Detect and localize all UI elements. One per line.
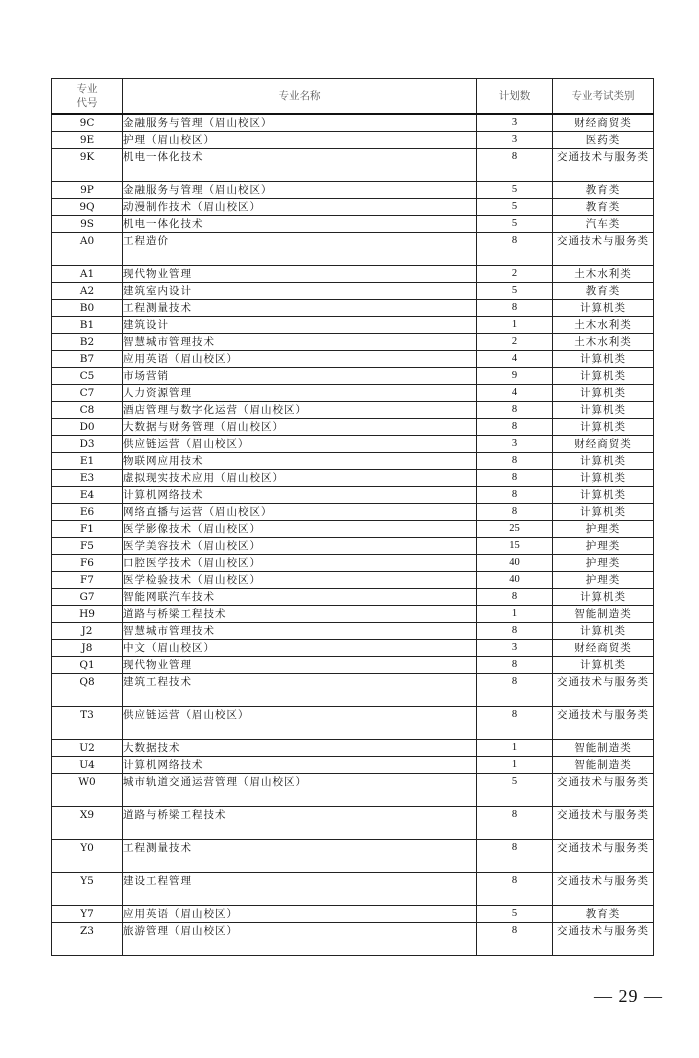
major-name-cell: 应用英语（眉山校区） [123,906,477,923]
plan-count-cell: 8 [477,487,553,504]
major-code-cell: 9S [52,216,123,233]
plan-count-cell: 3 [477,640,553,657]
table-row [52,402,654,419]
major-code-cell: U4 [52,757,123,774]
table-row [52,572,654,589]
major-code-cell: A1 [52,266,123,283]
exam-category-cell: 交通技术与服务类 [553,923,654,956]
exam-category-cell: 计算机类 [553,623,654,640]
major-name-cell: 道路与桥梁工程技术 [123,807,477,840]
exam-category-cell: 汽车类 [553,216,654,233]
plan-count-cell: 5 [477,199,553,216]
plan-count-cell: 8 [477,840,553,873]
major-name-cell: 人力资源管理 [123,385,477,402]
plan-count-cell: 40 [477,555,553,572]
table-row [52,487,654,504]
exam-category-cell: 计算机类 [553,300,654,317]
plan-count-cell: 5 [477,774,553,807]
major-name-cell: 现代物业管理 [123,266,477,283]
exam-category-cell: 土木水利类 [553,317,654,334]
plan-count-cell: 8 [477,419,553,436]
major-name-cell: 机电一体化技术 [123,216,477,233]
plan-count-cell: 15 [477,538,553,555]
plan-count-cell: 8 [477,402,553,419]
major-name-cell: 供应链运营（眉山校区） [123,436,477,453]
table-row [52,923,654,956]
major-code-cell: E3 [52,470,123,487]
major-name-cell: 现代物业管理 [123,657,477,674]
major-name-cell: 建设工程管理 [123,873,477,906]
plan-count-cell: 8 [477,807,553,840]
exam-category-cell: 计算机类 [553,368,654,385]
major-code-cell: F6 [52,555,123,572]
major-name-cell: 医学检验技术（眉山校区） [123,572,477,589]
exam-category-cell: 交通技术与服务类 [553,840,654,873]
major-name-cell: 智能网联汽车技术 [123,589,477,606]
major-name-cell: 口腔医学技术（眉山校区） [123,555,477,572]
table-row [52,453,654,470]
major-name-cell: 酒店管理与数字化运营（眉山校区） [123,402,477,419]
major-name-cell: 大数据与财务管理（眉山校区） [123,419,477,436]
major-name-cell: 动漫制作技术（眉山校区） [123,199,477,216]
plan-count-cell: 3 [477,436,553,453]
major-code-cell: E1 [52,453,123,470]
major-name-cell: 金融服务与管理（眉山校区） [123,182,477,199]
exam-category-cell: 交通技术与服务类 [553,233,654,266]
major-name-cell: 应用英语（眉山校区） [123,351,477,368]
major-name-cell: 护理（眉山校区） [123,132,477,149]
major-code-cell: U2 [52,740,123,757]
exam-category-cell: 智能制造类 [553,740,654,757]
plan-count-cell: 8 [477,504,553,521]
major-name-cell: 计算机网络技术 [123,757,477,774]
header-plan-count: 计划数 [477,79,553,115]
exam-category-cell: 交通技术与服务类 [553,807,654,840]
table-row [52,623,654,640]
plan-count-cell: 8 [477,453,553,470]
major-name-cell: 市场营销 [123,368,477,385]
table-row [52,368,654,385]
major-code-cell: A0 [52,233,123,266]
major-name-cell: 智慧城市管理技术 [123,334,477,351]
major-code-cell: 9P [52,182,123,199]
major-code-cell: F1 [52,521,123,538]
exam-category-cell: 交通技术与服务类 [553,873,654,906]
plan-count-cell: 8 [477,300,553,317]
exam-category-cell: 财经商贸类 [553,436,654,453]
exam-category-cell: 计算机类 [553,470,654,487]
major-name-cell: 大数据技术 [123,740,477,757]
major-code-cell: J8 [52,640,123,657]
major-name-cell: 虚拟现实技术应用（眉山校区） [123,470,477,487]
table-row [52,317,654,334]
plan-count-cell: 8 [477,674,553,707]
plan-count-cell: 8 [477,149,553,182]
major-code-cell: W0 [52,774,123,807]
exam-category-cell: 计算机类 [553,402,654,419]
major-code-cell: Y5 [52,873,123,906]
major-name-cell: 物联网应用技术 [123,453,477,470]
header-exam-category: 专业考试类别 [553,79,654,115]
plan-count-cell: 8 [477,589,553,606]
plan-count-cell: 25 [477,521,553,538]
page-number: — 29 — [594,986,663,1006]
major-name-cell: 医学影像技术（眉山校区） [123,521,477,538]
table-row [52,419,654,436]
major-name-cell: 智慧城市管理技术 [123,623,477,640]
plan-count-cell: 5 [477,283,553,300]
major-code-cell: B2 [52,334,123,351]
major-code-cell: 9E [52,132,123,149]
table-row [52,132,654,149]
major-code-cell: 9C [52,114,123,132]
major-name-cell: 工程造价 [123,233,477,266]
table-row [52,149,654,182]
exam-category-cell: 交通技术与服务类 [553,707,654,740]
major-name-cell: 计算机网络技术 [123,487,477,504]
plan-count-cell: 3 [477,114,553,132]
exam-category-cell: 计算机类 [553,385,654,402]
table-row [52,606,654,623]
major-code-cell: Y0 [52,840,123,873]
plan-count-cell: 8 [477,707,553,740]
plan-count-cell: 5 [477,216,553,233]
table-row [52,740,654,757]
major-name-cell: 机电一体化技术 [123,149,477,182]
plan-count-cell: 9 [477,368,553,385]
table-row [52,351,654,368]
plan-count-cell: 8 [477,873,553,906]
exam-category-cell: 财经商贸类 [553,114,654,132]
plan-count-cell: 2 [477,266,553,283]
exam-category-cell: 交通技术与服务类 [553,674,654,707]
exam-category-cell: 教育类 [553,199,654,216]
table-row [52,283,654,300]
plan-count-cell: 2 [477,334,553,351]
plan-count-cell: 8 [477,623,553,640]
major-code-cell: A2 [52,283,123,300]
exam-category-cell: 教育类 [553,182,654,199]
major-code-cell: C5 [52,368,123,385]
exam-category-cell: 计算机类 [553,657,654,674]
exam-category-cell: 智能制造类 [553,606,654,623]
table-row [52,807,654,840]
major-code-cell: G7 [52,589,123,606]
plan-count-cell: 4 [477,385,553,402]
major-code-cell: C7 [52,385,123,402]
table-header [52,79,654,115]
major-code-cell: 9Q [52,199,123,216]
exam-category-cell: 计算机类 [553,419,654,436]
major-name-cell: 建筑设计 [123,317,477,334]
major-code-cell: E6 [52,504,123,521]
table-row [52,334,654,351]
major-code-cell: E4 [52,487,123,504]
table-row [52,300,654,317]
table-row [52,538,654,555]
table-row [52,674,654,707]
major-code-cell: Z3 [52,923,123,956]
table-row [52,266,654,283]
plan-count-cell: 8 [477,233,553,266]
major-code-cell: C8 [52,402,123,419]
major-name-cell: 建筑室内设计 [123,283,477,300]
exam-category-cell: 计算机类 [553,589,654,606]
table-row [52,555,654,572]
major-name-cell: 旅游管理（眉山校区） [123,923,477,956]
exam-category-cell: 交通技术与服务类 [553,149,654,182]
table-row [52,233,654,266]
table-row [52,840,654,873]
table-row [52,199,654,216]
major-code-cell: H9 [52,606,123,623]
table-row [52,589,654,606]
plan-count-cell: 1 [477,757,553,774]
plan-count-cell: 8 [477,657,553,674]
table-row [52,216,654,233]
plan-count-cell: 5 [477,182,553,199]
table-row [52,640,654,657]
header-major-name: 专业名称 [123,79,477,115]
major-code-cell: B0 [52,300,123,317]
major-name-cell: 工程测量技术 [123,840,477,873]
exam-category-cell: 计算机类 [553,504,654,521]
exam-category-cell: 土木水利类 [553,266,654,283]
exam-category-cell: 计算机类 [553,487,654,504]
major-code-cell: Q8 [52,674,123,707]
major-name-cell: 金融服务与管理（眉山校区） [123,114,477,132]
exam-category-cell: 教育类 [553,283,654,300]
plan-count-cell: 1 [477,740,553,757]
major-name-cell: 中文（眉山校区） [123,640,477,657]
exam-category-cell: 土木水利类 [553,334,654,351]
table-row [52,906,654,923]
table-row [52,114,654,132]
plan-count-cell: 1 [477,317,553,334]
major-code-cell: X9 [52,807,123,840]
major-code-cell: D0 [52,419,123,436]
exam-category-cell: 智能制造类 [553,757,654,774]
enrollment-plan-table [51,78,654,956]
header-major-code: 专业 代号 [52,79,123,115]
major-code-cell: F5 [52,538,123,555]
table-row [52,436,654,453]
major-code-cell: Q1 [52,657,123,674]
major-code-cell: T3 [52,707,123,740]
table-row [52,470,654,487]
exam-category-cell: 医药类 [553,132,654,149]
exam-category-cell: 护理类 [553,521,654,538]
plan-count-cell: 8 [477,923,553,956]
table-row [52,707,654,740]
major-code-cell: F7 [52,572,123,589]
exam-category-cell: 计算机类 [553,453,654,470]
table-body [52,114,654,956]
plan-count-cell: 40 [477,572,553,589]
table-row [52,774,654,807]
exam-category-cell: 交通技术与服务类 [553,774,654,807]
plan-count-cell: 3 [477,132,553,149]
major-code-cell: 9K [52,149,123,182]
major-name-cell: 供应链运营（眉山校区） [123,707,477,740]
exam-category-cell: 教育类 [553,906,654,923]
major-name-cell: 工程测量技术 [123,300,477,317]
major-code-cell: B7 [52,351,123,368]
plan-count-cell: 4 [477,351,553,368]
table-row [52,521,654,538]
major-name-cell: 医学美容技术（眉山校区） [123,538,477,555]
plan-count-cell: 1 [477,606,553,623]
table-row [52,385,654,402]
major-name-cell: 城市轨道交通运营管理（眉山校区） [123,774,477,807]
exam-category-cell: 护理类 [553,538,654,555]
table-row [52,504,654,521]
exam-category-cell: 护理类 [553,555,654,572]
major-code-cell: Y7 [52,906,123,923]
table-row [52,873,654,906]
major-code-cell: J2 [52,623,123,640]
exam-category-cell: 财经商贸类 [553,640,654,657]
major-name-cell: 网络直播与运营（眉山校区） [123,504,477,521]
major-name-cell: 道路与桥梁工程技术 [123,606,477,623]
major-code-cell: B1 [52,317,123,334]
table-row [52,182,654,199]
table-row [52,657,654,674]
table-row [52,757,654,774]
major-name-cell: 建筑工程技术 [123,674,477,707]
plan-count-cell: 8 [477,470,553,487]
exam-category-cell: 计算机类 [553,351,654,368]
major-code-cell: D3 [52,436,123,453]
exam-category-cell: 护理类 [553,572,654,589]
plan-count-cell: 5 [477,906,553,923]
